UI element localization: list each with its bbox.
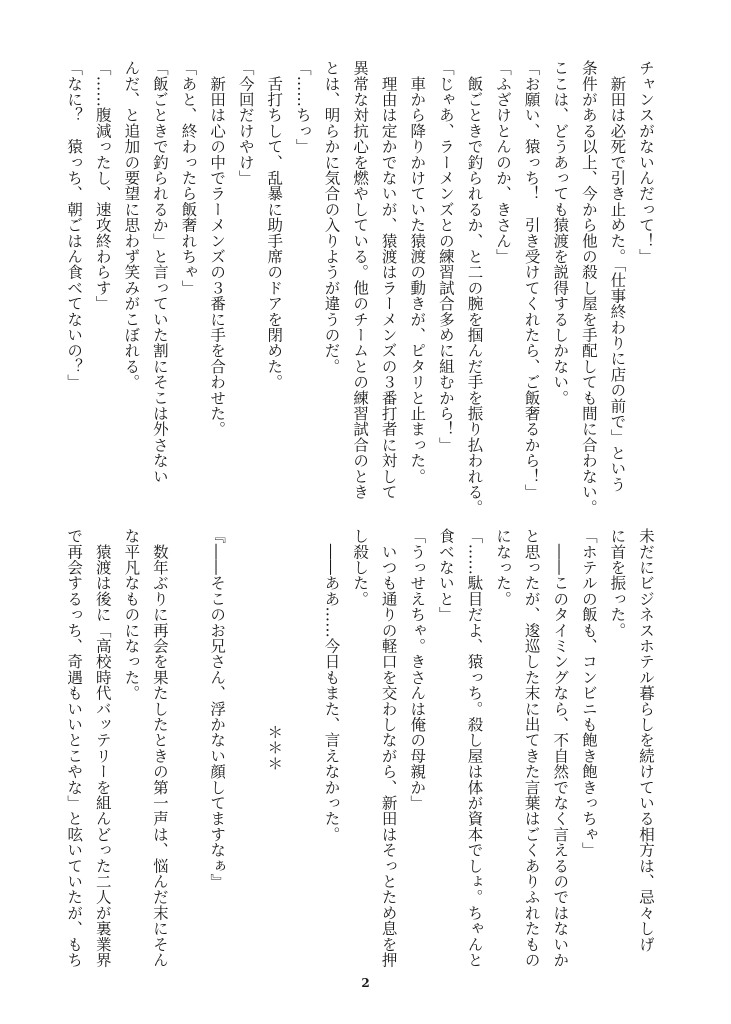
- text-line: 未だにビジネスホテル暮らしを続けている相方は、忌々しげ: [637, 528, 655, 952]
- text-line: 「……駄目だよ、猿っち。殺し屋は体が資本でしょ。ちゃんと: [465, 528, 484, 968]
- text-line: 理由は定かでないが、猿渡はラーメンズの３番打者に対して: [379, 60, 398, 500]
- text-line: 異常な対抗心を燃やしている。他のチームとの練習試合のとき: [351, 60, 370, 500]
- text-line: 条件がある以上、今から他の殺し屋を手配しても間に合わない。: [579, 60, 598, 516]
- text-line: 「なに？ 猿っち、朝ごはん食べてないの？」: [65, 60, 84, 390]
- text-line: [231, 528, 260, 968]
- text-line: な平凡なものになった。: [122, 528, 141, 701]
- text-line: 「ふざけとんのか、きさん」: [494, 60, 513, 265]
- text-line: チャンスがないんだって！」: [637, 60, 655, 265]
- text-line: 「……ちっ」: [293, 60, 312, 155]
- text-line: で再会するっち、奇遇もいいとこやな」と呟いていたが、もち: [65, 528, 84, 968]
- text-line: 新田は心の中でラーメンズの３番に手を合わせた。: [208, 60, 227, 437]
- text-line: 猿渡は後に「高校時代バッテリーを組んどった二人が裏業界: [93, 528, 112, 968]
- section-separator: ＊＊＊: [265, 724, 284, 772]
- text-line: と思ったが、逡巡した末に出てきた言葉はごくありふれたもの: [522, 528, 541, 968]
- text-line: 車から降りかけていた猿渡の動きが、ピタリと止まった。: [408, 60, 427, 484]
- text-line: 「今回だけやけ」: [236, 60, 255, 186]
- text-line: とは、明らかに気合の入りようが違うのだ。: [322, 60, 341, 374]
- text-line: 「飯ごときで釣られるか」と言っていた割にそこは外さない: [150, 60, 169, 484]
- page-number: 2: [361, 976, 370, 990]
- text-line: 「じゃあ、ラーメンズとの練習試合多めに組むから！」: [436, 60, 455, 453]
- text-line: 「ホテルの飯も、コンビニも飽き飽きっちゃ」: [579, 528, 598, 858]
- text-line: 「うっせえちゃ。きさんは俺の母親か」: [408, 528, 427, 811]
- text-line: 飯ごときで釣られるか、と二の腕を掴んだ手を振り払われる。: [465, 60, 484, 516]
- text-line: ここは、どうあっても猿渡を説得するしかない。: [551, 60, 570, 406]
- text-line: [174, 528, 203, 968]
- text-line: 『――そこのお兄さん、浮かない顔してますなぁ』: [208, 528, 227, 890]
- text-line: 「……腹減ったし、速攻終わらす」: [93, 60, 112, 312]
- text-line: [288, 528, 317, 968]
- text-line: 食べないと」: [436, 528, 455, 623]
- text-line: 新田は必死で引き止めた。「仕事終わりに店の前で」という: [608, 60, 627, 492]
- text-line: に首を振った。: [608, 528, 627, 638]
- text-line: ――ああ……今日もまた、言えなかった。: [322, 528, 341, 842]
- text-line: 数年ぶりに再会を果たしたときの第一声は、悩んだ末にそん: [150, 528, 169, 968]
- text-line: 「あと、終わったら飯奢れちゃ」: [179, 60, 198, 296]
- text-line: し殺した。: [351, 528, 370, 607]
- text-column-bottom: [65, 528, 660, 968]
- text-line: いつも通りの軽口を交わしながら、新田はそっとため息を押: [379, 528, 398, 968]
- text-line: になった。: [494, 528, 513, 607]
- text-line: 「お願い、猿っち！ 引き受けてくれたら、ご飯奢るから！」: [522, 60, 541, 500]
- text-column-top: [65, 60, 660, 516]
- text-line: ――このタイミングなら、不自然でなく言えるのではないか: [551, 528, 570, 968]
- text-line: んだ、と追加の要望に思わず笑みがこぼれる。: [122, 60, 141, 390]
- text-line: 舌打ちして、乱暴に助手席のドアを閉めた。: [265, 60, 284, 390]
